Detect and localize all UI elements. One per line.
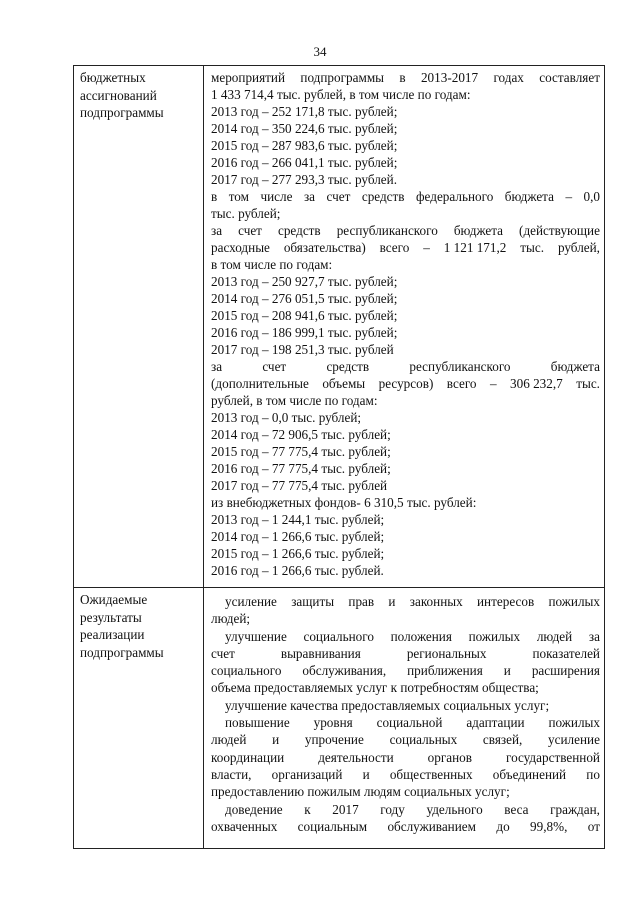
text-line: улучшение социального положения пожилых людей за bbox=[225, 628, 600, 644]
text-line: предоставлению пожилым людям социальных услуг; bbox=[211, 784, 510, 800]
label-line: результаты bbox=[80, 609, 142, 625]
year-amount-line: 2016 год – 186 999,1 тыс. рублей; bbox=[211, 325, 398, 340]
text-line: людей и упрочение социальных связей, усиление bbox=[211, 732, 600, 748]
year-amount-line: 2016 год – 266 041,1 тыс. рублей; bbox=[211, 155, 398, 170]
label-line: подпрограммы bbox=[80, 644, 164, 660]
label-line: Ожидаемые bbox=[80, 592, 148, 607]
label-line: ассигнований bbox=[80, 87, 157, 103]
year-amount-line: 2014 год – 350 224,6 тыс. рублей; bbox=[211, 121, 398, 136]
text-line: из внебюджетных фондов- 6 310,5 тыс. рублей: bbox=[211, 495, 477, 510]
text-line: улучшение качества предоставляемых социальных услуг; bbox=[225, 697, 550, 713]
text-line: рублей, в том числе по годам: bbox=[211, 393, 378, 408]
text-line: тыс. рублей; bbox=[211, 206, 281, 221]
year-amount-line: 2014 год – 276 051,5 тыс. рублей; bbox=[211, 291, 398, 306]
text-line: социального обслуживания, приближения и расширения bbox=[211, 663, 600, 679]
text-line: за счет средств республиканского бюджета bbox=[211, 359, 600, 374]
year-amount-line: 2013 год – 0,0 тыс. рублей; bbox=[211, 410, 362, 425]
year-amount-line: 2017 год – 277 293,3 тыс. рублей. bbox=[211, 172, 397, 187]
label-line: реализации bbox=[80, 627, 145, 642]
text-line: в том числе по годам: bbox=[211, 257, 333, 272]
text-line: власти, организаций и общественных объединений по bbox=[211, 766, 600, 782]
year-amount-line: 2015 год – 287 983,6 тыс. рублей; bbox=[211, 138, 398, 153]
year-amount-line: 2015 год – 1 266,6 тыс. рублей; bbox=[211, 546, 385, 561]
text-line: 1 433 714,4 тыс. рублей, в том числе по годам: bbox=[211, 87, 471, 102]
text-line: счет выравнивания региональных показателей bbox=[211, 645, 600, 661]
year-amount-line: 2013 год – 252 171,8 тыс. рублей; bbox=[211, 104, 398, 119]
text-line: в том числе за счет средств федерального бюджета – 0,0 bbox=[211, 189, 600, 204]
year-amount-line: 2014 год – 1 266,6 тыс. рублей; bbox=[211, 529, 385, 544]
year-amount-line: 2016 год – 1 266,6 тыс. рублей. bbox=[211, 563, 384, 578]
year-amount-line: 2013 год – 250 927,7 тыс. рублей; bbox=[211, 274, 398, 289]
row-divider bbox=[74, 587, 604, 588]
label-line: подпрограммы bbox=[80, 105, 164, 120]
year-amount-line: 2016 год – 77 775,4 тыс. рублей; bbox=[211, 461, 391, 476]
budget-allocations-content bbox=[211, 69, 600, 579]
text-line: повышение уровня социальной адаптации пожилых bbox=[225, 715, 600, 731]
subprogram-passport-table bbox=[73, 65, 605, 849]
text-line: усиление защиты прав и законных интересов пожилых bbox=[225, 594, 600, 609]
column-divider bbox=[203, 66, 204, 848]
text-line: (дополнительные объемы ресурсов) всего – 306 232,7 тыс. bbox=[211, 376, 600, 391]
year-amount-line: 2013 год – 1 244,1 тыс. рублей; bbox=[211, 512, 385, 527]
text-line: доведение к 2017 году удельного веса граждан, bbox=[225, 801, 600, 817]
label-line: бюджетных bbox=[80, 70, 146, 85]
row-label-expected-results bbox=[80, 591, 198, 661]
text-line: координации деятельности органов государственной bbox=[211, 749, 600, 765]
year-amount-line: 2015 год – 77 775,4 тыс. рублей; bbox=[211, 444, 391, 459]
year-amount-line: 2015 год – 208 941,6 тыс. рублей; bbox=[211, 308, 398, 323]
year-amount-line: 2017 год – 198 251,3 тыс. рублей bbox=[211, 342, 394, 357]
year-amount-line: 2017 год – 77 775,4 тыс. рублей bbox=[211, 478, 388, 493]
row-label-budget-allocations bbox=[80, 69, 198, 122]
year-amount-line: 2014 год – 72 906,5 тыс. рублей; bbox=[211, 427, 391, 442]
text-line: людей; bbox=[211, 611, 251, 627]
text-line: расходные обязательства) всего – 1 121 171,2 тыс. рублей, bbox=[211, 240, 600, 255]
text-line: мероприятий подпрограммы в 2013-2017 годах составляет bbox=[211, 70, 600, 85]
text-line: объема предоставляемых услуг к потребностям общества; bbox=[211, 680, 539, 696]
expected-results-content bbox=[211, 593, 600, 835]
text-line: за счет средств республиканского бюджета (действующие bbox=[211, 223, 600, 238]
page-number: 34 bbox=[313, 44, 327, 59]
text-line: охваченных социальным обслуживанием до 99,8%, от bbox=[211, 818, 600, 834]
